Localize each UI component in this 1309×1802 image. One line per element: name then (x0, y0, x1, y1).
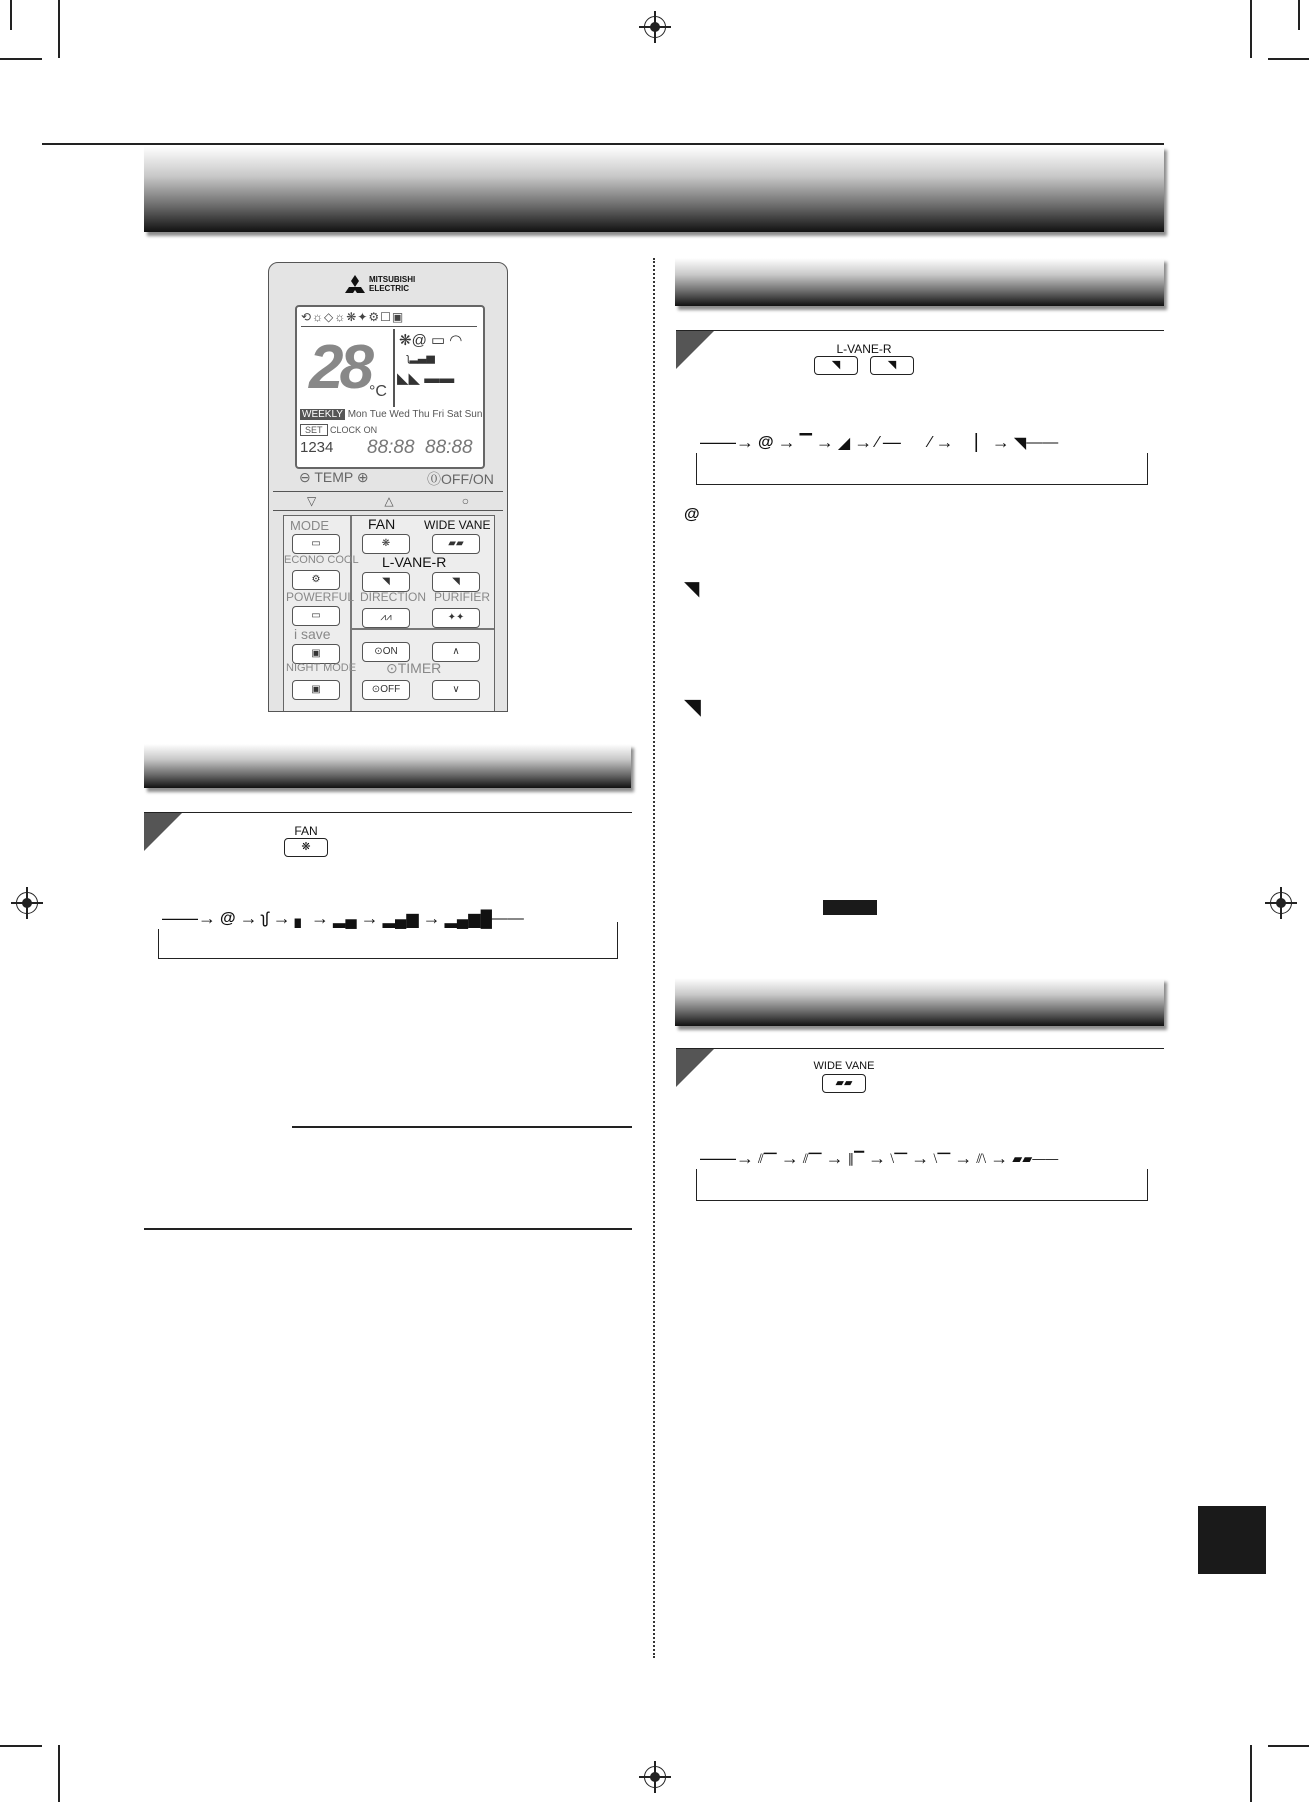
night-mode-button[interactable]: ▣ (292, 680, 340, 700)
wide-pos-5-icon: ⧵▔ (933, 1150, 951, 1166)
lcd-clock: CLOCK (330, 425, 362, 435)
vane-key-label: L-VANE-R (836, 342, 892, 356)
section-rule (144, 1228, 632, 1230)
arrow-icon: → (239, 908, 258, 928)
fan-speed-2-icon: ▂▄ (333, 910, 357, 928)
temp-row (299, 469, 369, 486)
wide-pos-3-icon: ∥▔ (847, 1150, 865, 1166)
vane-cycle-loop (696, 448, 1148, 485)
timer-on-text: ON (382, 646, 398, 657)
lcd-unit: °C (369, 383, 387, 400)
arrow-icon: → (780, 1148, 799, 1168)
step-marker (676, 1049, 714, 1087)
fan-section-banner (144, 744, 631, 788)
line-end: —— (491, 909, 524, 927)
auto-vane-bullet-icon: @ (684, 506, 700, 523)
lvane-left-button[interactable]: ◥ (362, 572, 410, 592)
timer-up-button[interactable]: ∧ (432, 642, 480, 662)
arrow-icon: → (815, 432, 834, 452)
crop-mark (10, 0, 12, 30)
lcd-num: 1234 (300, 439, 334, 456)
minus-icon: ⊖ (299, 469, 311, 485)
mitsubishi-logo-icon (345, 275, 365, 293)
arrow-icon: → (935, 432, 954, 452)
powerful-button[interactable]: ▭ (292, 606, 340, 626)
arrow-icon: → (990, 1148, 1009, 1168)
lcd-divider (393, 329, 395, 407)
vane-pos-5-icon: ▏ (975, 434, 988, 452)
lcd-bar-icon: ʅ▂▃▅ (407, 352, 435, 364)
arrow-icon: ——→ (700, 1148, 754, 1168)
arrow-icon: → (911, 1148, 930, 1168)
arrow-icon: ——→ (162, 908, 216, 928)
arrow-icon: — (882, 432, 901, 452)
arrow-icon: → (868, 1148, 887, 1168)
lower-divider (350, 516, 352, 712)
wide-pos-1-icon: ⫽▔ (758, 1150, 777, 1166)
lcd-time2: 88:88 (425, 437, 473, 458)
lvane-label: L-VANE-R (382, 554, 447, 570)
arrow-icon: ——→ (700, 432, 754, 452)
wide-vane-section-banner (675, 978, 1164, 1026)
lcd-temp: 28 (309, 333, 370, 402)
vane-right-key-icon: ◥ (870, 356, 914, 375)
auto-vane-icon: @ (758, 433, 774, 451)
offon-row (427, 469, 494, 489)
fan-label: FAN (368, 516, 396, 532)
timer-text: TIMER (397, 660, 442, 676)
lcd-days: Mon Tue Wed Thu Fri Sat Sun (347, 409, 483, 420)
mode-label: MODE (290, 518, 329, 533)
temp-up-button-icon[interactable]: △ (384, 494, 394, 508)
registration-mark-icon (16, 892, 38, 914)
wide-swing-icon: ▰▰ (1012, 1150, 1033, 1166)
lcd-time1: 88:88 (367, 437, 415, 458)
crop-mark (1268, 1745, 1309, 1747)
wide-pos-2-icon: ⫽▔ (802, 1150, 822, 1166)
registration-mark-icon (1270, 892, 1292, 914)
isave-button[interactable]: ▣ (292, 644, 340, 664)
step-marker (144, 813, 182, 851)
fan-speed-4-icon: ▂▄▆█ (444, 910, 492, 928)
fan-button[interactable]: ❋ (362, 534, 410, 554)
fan-key-icon: ❋ (284, 838, 328, 857)
powerful-label: POWERFUL (286, 590, 355, 604)
timer-on-button[interactable]: ⊙ON (362, 642, 410, 662)
lower-panel (283, 515, 495, 712)
wide-vane-sequence (696, 1148, 1148, 1169)
wide-vane-label: WIDE VANE (424, 518, 491, 532)
fan-speed-sequence (158, 908, 616, 929)
fan-step (144, 812, 632, 853)
lvane-right-button[interactable]: ◥ (432, 572, 480, 592)
crop-mark (1250, 0, 1252, 58)
wide-pos-6-icon: ⫽⧵ (976, 1150, 987, 1166)
lcd-on: ON (363, 425, 378, 435)
top-rule (42, 143, 1164, 145)
lcd-set (300, 425, 377, 435)
temp-label: TEMP (314, 469, 354, 485)
crop-mark (1250, 1745, 1252, 1802)
quiet-fan-icon: ʅʃ (261, 909, 269, 927)
step-marker (676, 331, 714, 369)
wide-pos-4-icon: ⧵▔ (890, 1150, 908, 1166)
timer-divider (352, 628, 494, 630)
swing-vane-icon: ◥ (1013, 434, 1027, 452)
black-button-icon (823, 900, 877, 915)
page-header-banner (144, 146, 1164, 232)
vane-pos-2-icon: ◢ (837, 434, 851, 452)
mode-button[interactable]: ▭ (292, 534, 340, 554)
fan-speed-1-icon: ▖ (294, 910, 308, 928)
vane-left-key-icon: ◥ (814, 356, 858, 375)
registration-mark-icon (644, 16, 666, 38)
wide-vane-key-icon: ▰▰ (822, 1074, 866, 1093)
arrow-icon: → (360, 908, 379, 928)
vane-pos-3-icon: ⁄ (876, 433, 879, 451)
auto-fan-icon: @ (220, 909, 236, 927)
lcd-fan-icons: ❋@ ▭ ◠ (399, 332, 463, 349)
lcd-mode-icons: ⟲☼◇☼❋✦⚙☐▣ (301, 310, 477, 327)
brand-logo (345, 275, 423, 293)
arrow-icon: → (991, 432, 1010, 452)
power-button-icon[interactable]: ○ (461, 494, 469, 508)
column-divider (653, 258, 655, 1658)
registration-mark-icon (644, 1766, 666, 1788)
lcd-display (295, 305, 485, 469)
plus-icon: ⊕ (356, 469, 369, 485)
top-button-row (273, 491, 503, 511)
power-icon: ⓪ (427, 471, 441, 487)
wide-vane-key-label: WIDE VANE (813, 1060, 875, 1072)
econo-cool-label: ECONO COOL (284, 554, 359, 566)
night-mode-label: NIGHT MODE (286, 662, 357, 674)
crop-mark (58, 1745, 60, 1802)
page-tab (1198, 1506, 1266, 1574)
vane-pos-4-icon: ⁄ (928, 433, 932, 451)
wide-vane-cycle-loop (696, 1164, 1148, 1201)
crop-mark (0, 1745, 42, 1747)
brand-text: MITSUBISHI ELECTRIC (369, 275, 416, 293)
direction-label: DIRECTION (360, 590, 426, 604)
vane-pos-1-icon: ▔ (799, 434, 812, 452)
isave-label: i save (294, 626, 331, 642)
fan-speed-3-icon: ▂▄▆ (382, 910, 419, 928)
vane-bullet-icon: ◥ (684, 578, 700, 600)
fan-key-label: FAN (294, 824, 318, 838)
temp-down-button-icon[interactable]: ▽ (307, 494, 317, 508)
lcd-set-badge: SET (300, 424, 328, 436)
crop-mark (1298, 0, 1300, 30)
remote-control-illustration (268, 262, 508, 712)
crop-mark (58, 0, 60, 58)
wide-vane-step (676, 1048, 1164, 1089)
note-rule (292, 1126, 632, 1128)
swing-bullet-icon: ◥ (684, 694, 701, 719)
timer-off-button[interactable]: ⊙OFF (362, 680, 410, 700)
wide-vane-button[interactable]: ▰▰ (432, 534, 480, 554)
vane-position-sequence (696, 432, 1148, 453)
purifier-button[interactable]: ✦✦ (432, 608, 480, 628)
line-end: —— (1026, 433, 1059, 451)
arrow-icon: → (777, 432, 796, 452)
crop-mark (0, 58, 42, 60)
offon-label: OFF/ON (441, 471, 494, 487)
arrow-icon: → (825, 1148, 844, 1168)
line-end: —— (1032, 1151, 1059, 1166)
vane-section-banner (675, 258, 1164, 306)
lcd-weekly-badge: WEEKLY (302, 409, 343, 420)
arrow-icon: → (272, 908, 291, 928)
arrow-icon: → (854, 432, 873, 452)
vane-step (676, 330, 1164, 371)
crop-mark (1268, 58, 1309, 60)
econo-cool-button[interactable]: ⚙ (292, 570, 340, 590)
timer-down-button[interactable]: ∨ (432, 680, 480, 700)
timer-off-text: OFF (380, 684, 401, 695)
lcd-vane-icons: ◣◣ ▬▬ (397, 370, 455, 387)
direction-button[interactable]: ⩘⩘ (362, 608, 410, 628)
arrow-icon: → (954, 1148, 973, 1168)
lcd-weekly (300, 409, 482, 420)
arrow-icon: → (422, 908, 441, 928)
timer-label: ⊙TIMER (386, 660, 442, 676)
purifier-label: PURIFIER (434, 590, 491, 604)
arrow-icon: → (311, 908, 330, 928)
